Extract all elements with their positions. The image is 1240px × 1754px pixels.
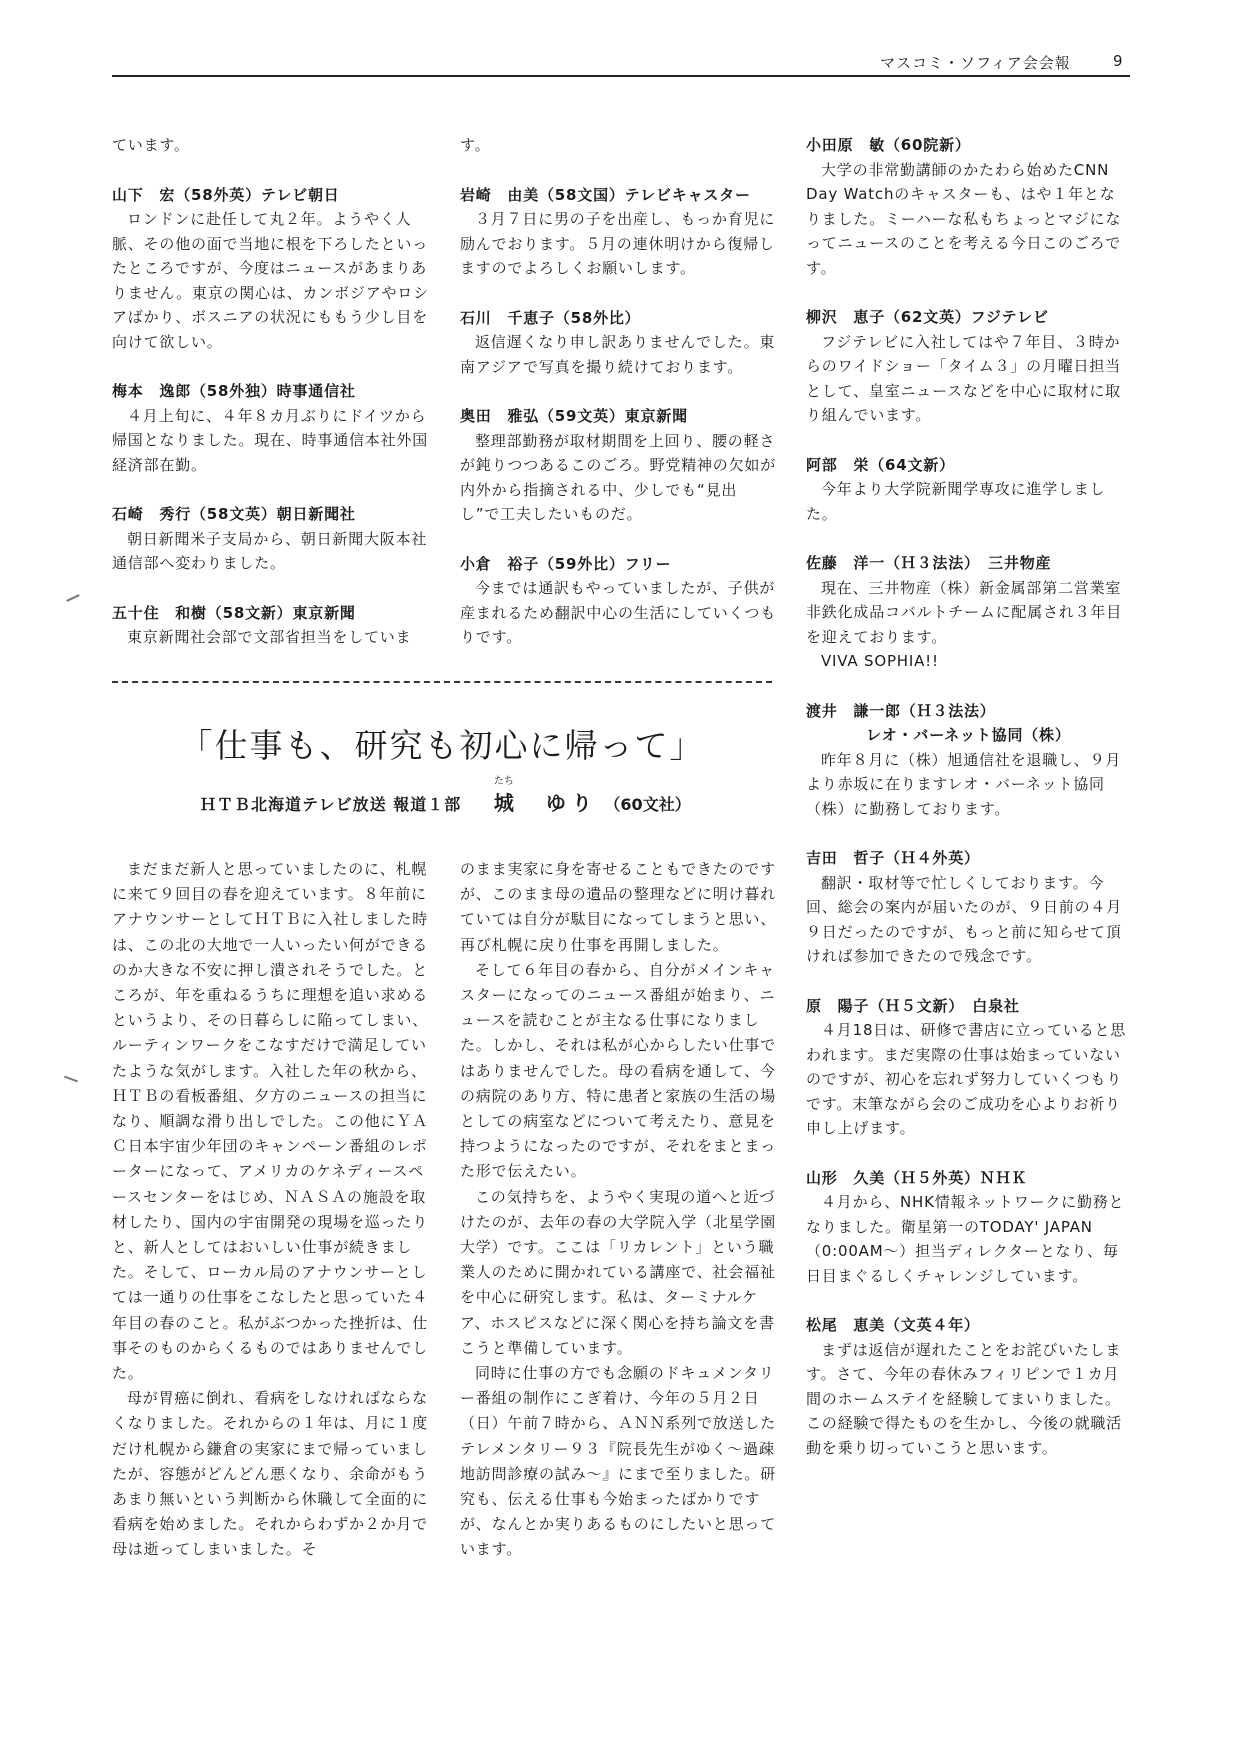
member-name: 石崎 秀行（58文英）朝日新聞社: [112, 505, 356, 523]
article-title: 「仕事も、研究も初心に帰って」: [179, 726, 705, 765]
member-message: 返信遅くなり申し訳ありませんでした。東南アジアで写真を撮り続けております。: [460, 333, 776, 376]
member-name: 阿部 栄（64文新）: [806, 455, 955, 474]
newsletter-title: マスコミ・ソフィア会会報: [880, 54, 1071, 72]
member-message: 整理部勤務が取材期間を上回り、腰の軽さが鈍りつつあるこのごろ。野党精神の欠如が内外から指摘される中、少しでも“見出し”で工夫したいものだ。: [460, 431, 777, 523]
article-paragraph: そして６年目の春から、自分がメインキャスターになってのニュース番組が始まり、ニュースを読むことが主なる仕事になりました。しかし、それは私が心からしたい仕事ではありませんでした。母の看病を通して、今の病院のあり方、特に患者と家族の生活の場としての病室などについて考えたり、意見を持つようになったのですが、それをまとまった形で伝えたい。: [460, 960, 777, 1181]
column-1-top: [112, 133, 432, 650]
member-message: 東京新聞社会部で文部省担当をしていま: [127, 628, 412, 646]
member-message: ４月18日は、研修で書店に立っていると思われます。まだ実際の仕事は始まっていないのですが、初心を忘れず努力していくつもりです。末筆ながら会のご成功を心よりお祈り申し上げます。: [806, 1021, 1127, 1137]
author-class: （60文社）: [604, 795, 691, 814]
member-name: 柳沢 恵子（62文英）フジテレビ: [806, 308, 1049, 326]
article-paragraph: のまま実家に身を寄せることもできたのですが、このまま母の遺品の整理などに明け暮れていては自分が駄目になってしまうと思い、再び札幌に戻り仕事を再開しました。: [460, 860, 777, 954]
column-2-top: [460, 133, 776, 650]
member-message: 現在、三井物産（株）新金属部第二営業室非鉄化成品コバルトチームに配属され３年目を迎えております。: [806, 578, 1123, 646]
member-message: 大学の非常勤講師のかたわら始めたCNN Day Watchのキャスターも、はや１年となりました。ミーハーな私もちょっとマジになってニュースのことを考える今日このごろです。: [806, 160, 1122, 277]
member-name: 山下 宏（58外英）テレビ朝日: [112, 185, 340, 204]
section-divider: [112, 681, 772, 683]
article-paragraph: この気持ちを、ようやく実現の道へと近づけたのが、去年の春の大学院入学（北星学園大学）です。ここは「リカレント」という職業人のために開かれている講座で、社会福祉を中心に研究します。私は、ターミナルケア、ホスピスなどに深く関心を持ち論文を書こうと準備しています。: [460, 1187, 777, 1357]
member-message: ４月から、NHK情報ネットワークに勤務となりました。衛星第一のTODAY' JAPAN（0:00AM～）担当ディレクターとなり、毎日目まぐるしくチャレンジしています。: [806, 1193, 1125, 1285]
member-message: ３月７日に男の子を出産し、もっか育児に励んでおります。５月の連休明けから復帰しますのでよろしくお願いします。: [460, 210, 776, 277]
column-3: [806, 133, 1128, 1460]
member-name: 渡井 謙一郎（Ｈ３法法）: [806, 701, 996, 720]
member-message: ４月上旬に、４年８カ月ぶりにドイツから帰国となりました。現在、時事通信本社外国経済部在勤。: [112, 406, 429, 474]
member-message: まずは返信が遅れたことをお詫びいたします。さて、今年の春休みフィリピンで１カ月間のホームステイを経験してまいりました。この経験で得たものを生かし、今後の就職活動を乗り切っていこうと思います。: [806, 1340, 1123, 1457]
continued-text: ています。: [112, 136, 190, 154]
page-number: 9: [1113, 52, 1123, 70]
member-signoff: VIVA SOPHIA!!: [821, 652, 939, 670]
member-message: ロンドンに赴任して丸２年。ようやく人脈、その他の面で当地に根を下ろしたといったところですが、今度はニュースがあまりありません。東京の関心は、カンボジアやロシアばかり、ボスニアの状況にももう少し目を向けて欲しい。: [112, 210, 429, 351]
member-name: 吉田 哲子（Ｈ４外英）: [806, 849, 980, 867]
continued-text: す。: [460, 136, 491, 154]
scan-mark: [64, 1076, 78, 1083]
member-message: 今年より大学院新聞学専攻に進学しました。: [806, 480, 1106, 523]
member-name: 佐藤 洋一（Ｈ３法法） 三井物産: [806, 554, 1052, 572]
member-message: 今までは通訳もやっていましたが、子供が産まれるため翻訳中心の生活にしていくつもりです。: [460, 579, 777, 646]
member-name: 小倉 裕子（59外比）フリー: [460, 554, 672, 573]
member-name: 原 陽子（Ｈ５文新） 白泉社: [806, 996, 1020, 1015]
article-paragraph: 同時に仕事の方でも念願のドキュメンタリー番組の制作にこぎ着け、今年の５月２日（日）午前７時から、ＡＮＮ系列で放送したテレメンタリー９３『院長先生がゆく～過疎地訪問診療の試み～』にまで至りました。研究も、伝える仕事も今始まったばかりですが、なんとか実りあるものにしたいと思っています。: [460, 1364, 777, 1559]
member-name: 五十住 和樹（58文新）東京新聞: [112, 603, 356, 622]
member-name: 松尾 恵美（文英４年）: [806, 1316, 980, 1334]
author-affiliation: ＨＴＢ北海道テレビ放送 報道１部: [200, 795, 462, 814]
member-message: フジテレビに入社してはや７年目、３時からのワイドショー「タイム３」の月曜日担当として、皇室ニュースなどを中心に取材に取り組んでいます。: [806, 332, 1121, 424]
article-column-1: [112, 857, 434, 1563]
article-paragraph: 母が胃癌に倒れ、看病をしなければならなくなりました。それからの１年は、月に１度だけ札幌から鎌倉の実家にまで帰っていましたが、容態がどんどん悪くなり、余命がもうあまり無いという判断から休職して全面的に看病を始めました。それからわずか２か月で母は逝ってしまいました。そ: [112, 1389, 429, 1559]
author-ruby: たち: [493, 776, 514, 787]
member-message: 朝日新聞米子支局から、朝日新聞大阪本社通信部へ変わりました。: [112, 529, 428, 572]
member-company: レオ・バーネット協同（株）: [866, 726, 1071, 744]
member-name: 奥田 雅弘（59文英）東京新聞: [460, 407, 688, 425]
member-message: 翻訳・取材等で忙しくしております。今回、総会の案内が届いたのが、９日前の４月９日だったのですが、もっと前に知らせて頂ければ参加できたので残念です。: [806, 873, 1123, 965]
member-name: 山形 久美（Ｈ５外英）ＮＨＫ: [806, 1168, 1028, 1187]
header-rule: [112, 75, 1130, 77]
member-name: 石川 千恵子（58外比）: [460, 308, 641, 327]
article-byline: [200, 776, 691, 816]
author-name-block: [493, 776, 598, 816]
scan-mark: [66, 594, 80, 602]
member-name: 梅本 逸郎（58外独）時事通信社: [112, 382, 356, 400]
member-name: 小田原 敏（60院新）: [806, 136, 971, 154]
article-column-2: [460, 857, 780, 1563]
article-paragraph: まだまだ新人と思っていましたのに、札幌に来て９回目の春を迎えています。８年前にアナウンサーとしてＨＴＢに入社しました時は、この北の大地で一人いったい何ができるのか大きな不安に押し潰されそうでした。ところが、年を重ねるうちに理想を追い求めるというより、その日暮らしに陥ってしまい、ルーティンワークをこなすだけで満足していたような気がします。入社した年の秋から、ＨＴＢの看板番組、夕方のニュースの担当になり、順調な滑り出しでした。この他にＹＡＣ日本宇宙少年団のキャンペーン番組のレポーターになって、アメリカのケネディースペースセンターをはじめ、ＮＡＳＡの施設を取材したり、国内の宇宙開発の現場を巡ったりと、新人としてはおいしい仕事が続きました。そして、ローカル局のアナウンサーとしては一通りの仕事をこなしたと思っていた４年目の春のこと。私がぶつかった挫折は、仕事そのものからくるものではありませんでした。: [112, 860, 429, 1383]
member-message: 昨年８月に（株）旭通信社を退職し、９月より赤坂に在りますレオ・バーネット協同（株）に勤務しております。: [806, 750, 1122, 818]
author-name: 城 ゆり: [493, 791, 598, 815]
member-name: 岩崎 由美（58文国）テレビキャスター: [460, 185, 751, 204]
